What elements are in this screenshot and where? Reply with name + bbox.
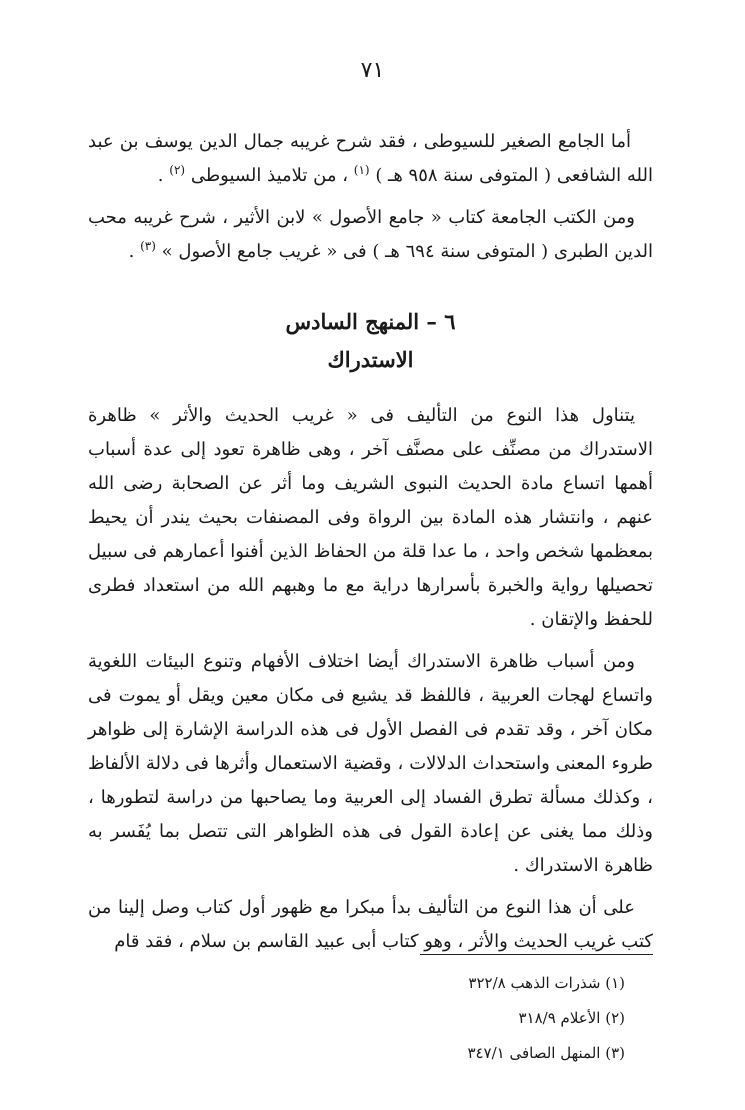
intro-paragraph-2 (88, 201, 653, 269)
main-paragraph-3: على أن هذا النوع من التأليف بدأ مبكرا مع ظهور أول كتاب وصل إلينا من كتب غريب الحديث والأثر ، وهو كتاب أبى عبيد القاسم بن سلام ، فقد قام (88, 897, 653, 952)
page-number: ٧١ (360, 58, 385, 83)
footnote-divider (420, 954, 653, 955)
footnote-marker-2: (٢) (169, 163, 186, 177)
footnote-2: (٢) الأعلام ٣١٨/٩ (518, 1009, 625, 1027)
intro-paragraph-1 (88, 125, 653, 193)
intro-paragraph-1-text-b: ، من تلاميذ السيوطى (190, 165, 349, 186)
intro-paragraph-2-text-b: . (128, 241, 135, 262)
section-subtitle: الاستدراك (327, 347, 414, 372)
footnote-3: (٣) المنهل الصافى ٣٤٧/١ (467, 1044, 625, 1062)
intro-paragraph-2-text-a: ومن الكتب الجامعة كتاب « جامع الأصول » لابن الأثير ، شرح غريبه محب الدين الطبرى ( المتوفى سنة ٦٩٤ هـ ) فى « غريب جامع الأصول » (88, 207, 653, 262)
section-title: ٦ – المنهج السادس (285, 309, 456, 334)
footnote-marker-1: (١) (353, 163, 370, 177)
main-paragraph-1: يتناول هذا النوع من التأليف فى « غريب الحديث والأثر » ظاهرة الاستدراك من مصنِّف على مصنَّف آخر ، وهى ظاهرة تعود إلى عدة أسباب أهمها اتساع مادة الحديث النبوى الشريف وما أثر عن الصحابة رضى الله عنهم ، وانتشار هذه المادة بين الرواة وفى المصنفات بحيث يندر أن يحيط بمعظمها شخص واحد ، ما عدا قلة من الحفاظ الذين أفنوا أعمارهم فى سبيل تحصيلها رواية والخبرة بأسرارها دراية مع ما وهبهم الله من استعداد فطرى للحفظ والإتقان . (88, 405, 653, 630)
intro-paragraph-1-text-a: أما الجامع الصغير للسيوطى ، فقد شرح غريبه جمال الدين يوسف بن عبد الله الشافعى ( المتوفى سنة ٩٥٨ هـ ) (88, 131, 653, 186)
footnotes (205, 966, 625, 1071)
main-paragraph-2: ومن أسباب ظاهرة الاستدراك أيضا اختلاف الأفهام وتنوع البيئات اللغوية واتساع لهجات العربية ، فاللفظ قد يشيع فى مكان معين ويقل أو يموت فى مكان آخر ، وقد تقدم فى الفصل الأول فى هذه الدراسة الإشارة إلى ظواهر طروء المعنى واستحداث الدلالات ، وقضية الاستعمال وأثرها فى دلالة الألفاظ ، وكذلك مسألة تطرق الفساد إلى العربية وما يصاحبها من دراسة لتطورها ، وذلك مما يغنى عن إعادة القول فى هذه الظواهر التى تتصل بما يُفَسر به ظاهرة الاستدراك . (88, 651, 653, 876)
intro-paragraph-1-text-c: . (157, 165, 164, 186)
footnote-marker-3: (٣) (140, 239, 156, 253)
body-text (88, 125, 653, 967)
footnote-1: (١) شذرات الذهب ٣٢٢/٨ (468, 974, 625, 992)
